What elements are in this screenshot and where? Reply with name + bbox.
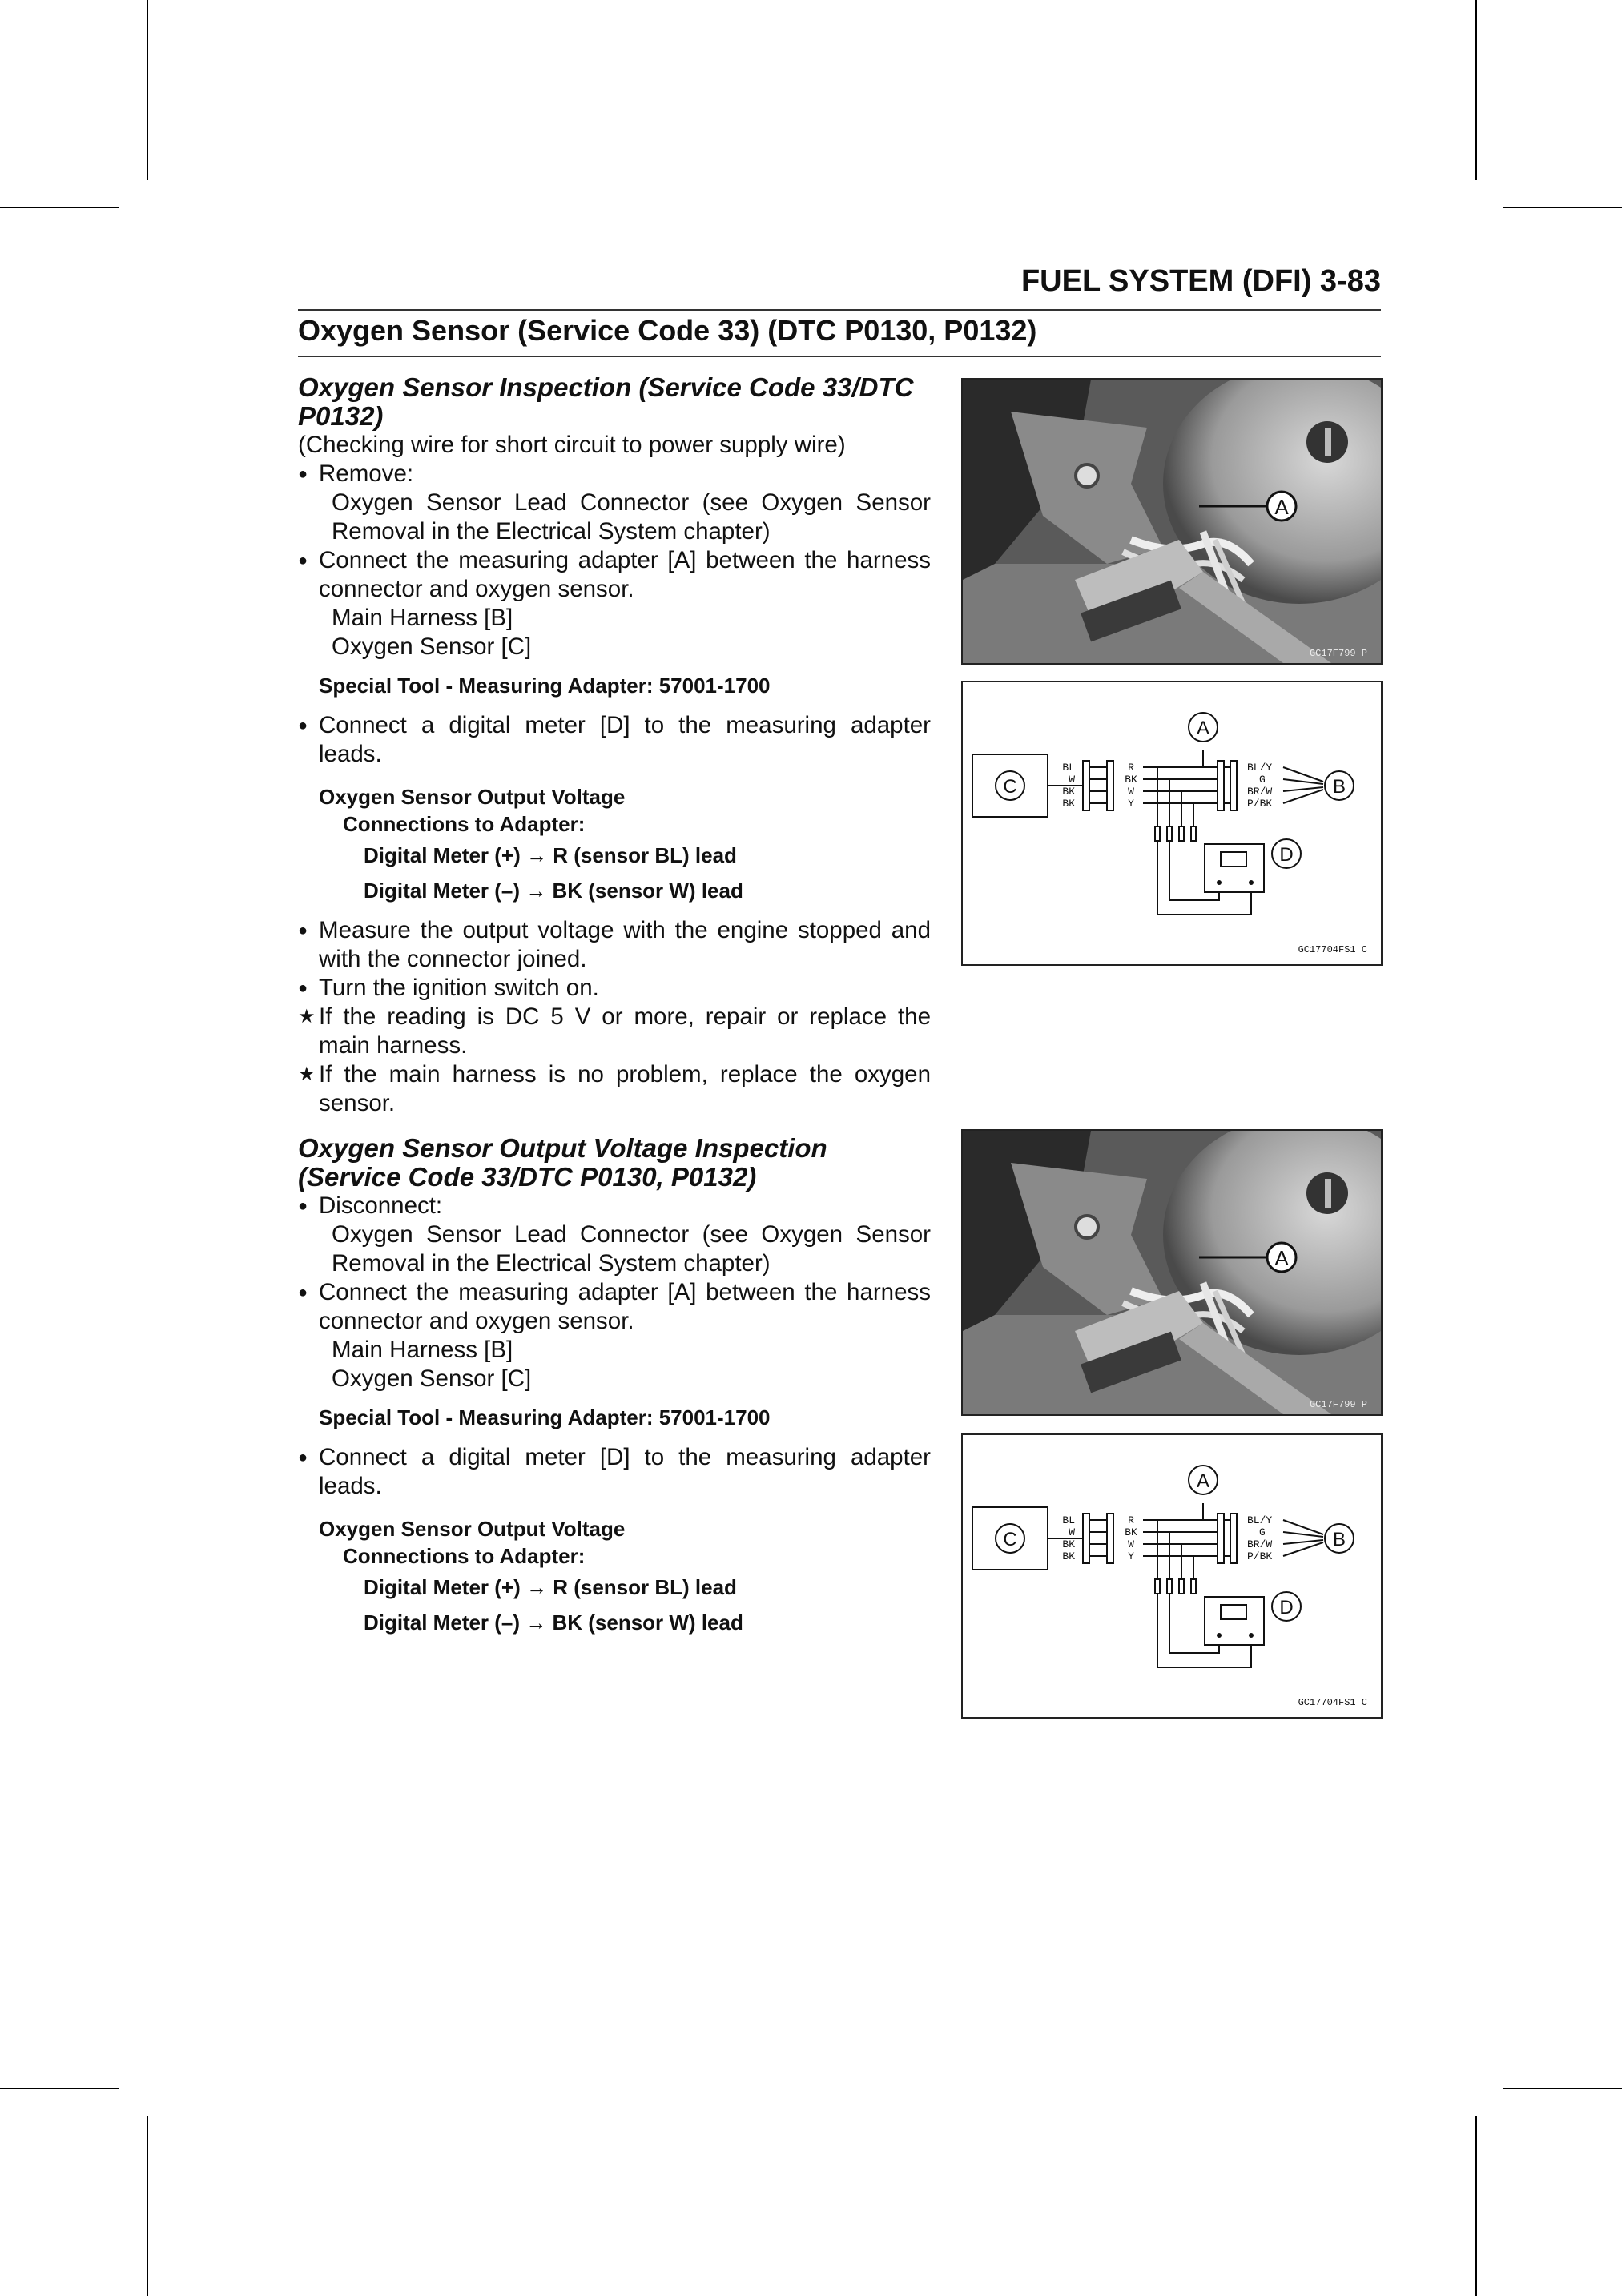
crop-mark	[0, 2088, 119, 2089]
main-harness-label: Main Harness [B]	[332, 605, 513, 631]
sensor-wire-label: BK	[1062, 1538, 1075, 1550]
section-rule	[298, 356, 1381, 357]
callout-b: B	[1332, 1529, 1346, 1550]
harness-wire-label: P/BK	[1247, 1550, 1273, 1562]
oxygen-sensor-label: Oxygen Sensor [C]	[332, 1365, 532, 1392]
sensor-wire-label: BL	[1062, 762, 1075, 774]
adapter-wire-label: R	[1128, 762, 1134, 774]
spec-meter-minus: Digital Meter (–) → BK (sensor W) lead	[364, 1610, 743, 1635]
harness-wire-label: G	[1259, 774, 1266, 786]
harness-wire-label: P/BK	[1247, 798, 1273, 810]
spec-title: Oxygen Sensor Output Voltage	[319, 785, 626, 809]
if-reading-note: ★ If the reading is DC 5 V or more, repair or replace the main harness.	[298, 1003, 931, 1060]
sensor-wire-label: BK	[1062, 1550, 1075, 1562]
ignition-step: ● Turn the ignition switch on.	[298, 974, 931, 1003]
engine-photo	[961, 1129, 1383, 1416]
photo-callout-a: A	[1274, 495, 1289, 519]
sensor-wire-label: BK	[1062, 798, 1075, 810]
chapter-header: FUEL SYSTEM (DFI) 3-83	[1020, 264, 1381, 298]
inspection-2-heading: Oxygen Sensor Output Voltage Inspection (Service Code 33/DTC P0130, P0132)	[298, 1133, 827, 1192]
wiring-diagram	[961, 681, 1383, 966]
inspection-1-note: (Checking wire for short circuit to power supply wire)	[298, 432, 846, 458]
spec-connections: Connections to Adapter:	[343, 812, 586, 836]
wiring-diagram	[961, 1433, 1383, 1719]
harness-wire-label: BR/W	[1247, 786, 1273, 798]
crop-mark	[1503, 207, 1622, 208]
adapter-wire-label: R	[1128, 1514, 1134, 1526]
crop-mark	[1503, 2088, 1622, 2089]
callout-b: B	[1332, 776, 1346, 798]
connect-adapter-step: ● Connect the measuring adapter [A] between the harness connector and oxygen sensor.	[298, 1278, 931, 1336]
callout-a: A	[1196, 1470, 1210, 1492]
photo-code: GC17F799 P	[1309, 1399, 1367, 1410]
spec-title: Oxygen Sensor Output Voltage	[319, 1517, 626, 1541]
harness-wire-label: BL/Y	[1247, 1514, 1273, 1526]
callout-c: C	[1003, 776, 1017, 798]
adapter-wire-label: BK	[1125, 774, 1137, 786]
diagram-code: GC17704FS1 C	[1298, 944, 1367, 955]
spec-meter-plus: Digital Meter (+) → R (sensor BL) lead	[364, 843, 737, 867]
inspection-2	[298, 1134, 931, 1640]
adapter-wire-label: W	[1128, 786, 1134, 798]
adapter-wire-label: W	[1128, 1538, 1134, 1550]
callout-a: A	[1196, 718, 1210, 739]
section-title: Oxygen Sensor (Service Code 33) (DTC P0130, P0132)	[298, 314, 1037, 347]
if-ok-note: ★ If the main harness is no problem, replace the oxygen sensor.	[298, 1060, 931, 1118]
spec-meter-plus: Digital Meter (+) → R (sensor BL) lead	[364, 1575, 737, 1599]
header-rule	[298, 309, 1381, 311]
measure-step: ● Measure the output voltage with the engine stopped and with the connector joined.	[298, 916, 931, 974]
sensor-wire-label: W	[1069, 1526, 1075, 1538]
connect-adapter-step: ● Connect the measuring adapter [A] between the harness connector and oxygen sensor.	[298, 546, 931, 604]
harness-wire-label: G	[1259, 1526, 1266, 1538]
callout-d: D	[1279, 1597, 1294, 1618]
special-tool: Special Tool - Measuring Adapter: 57001-1700	[319, 1405, 771, 1429]
connect-meter-step: ● Connect a digital meter [D] to the measuring adapter leads.	[298, 1443, 931, 1501]
callout-d: D	[1279, 844, 1294, 866]
crop-mark	[147, 0, 148, 180]
harness-wire-label: BR/W	[1247, 1538, 1273, 1550]
sensor-wire-label: BK	[1062, 786, 1075, 798]
remove-step: ● Remove:	[298, 460, 931, 489]
photo-callout-a: A	[1274, 1246, 1289, 1270]
photo-code: GC17F799 P	[1309, 648, 1367, 659]
harness-wire-label: BL/Y	[1247, 762, 1273, 774]
spec-meter-minus: Digital Meter (–) → BK (sensor W) lead	[364, 879, 743, 903]
special-tool: Special Tool - Measuring Adapter: 57001-1700	[319, 674, 771, 698]
crop-mark	[1475, 0, 1477, 180]
inspection-1	[298, 373, 931, 1118]
sensor-wire-label: BL	[1062, 1514, 1075, 1526]
crop-mark	[147, 2116, 148, 2296]
diagram-code: GC17704FS1 C	[1298, 1697, 1367, 1708]
crop-mark	[0, 207, 119, 208]
oxygen-sensor-label: Oxygen Sensor [C]	[332, 633, 532, 660]
engine-photo	[961, 378, 1383, 665]
sensor-wire-label: W	[1069, 774, 1075, 786]
disconnect-item: Oxygen Sensor Lead Connector (see Oxygen Sensor Removal in the Electrical System chapter)	[332, 1221, 931, 1277]
connect-meter-step: ● Connect a digital meter [D] to the measuring adapter leads.	[298, 711, 931, 769]
crop-mark	[1475, 2116, 1477, 2296]
disconnect-step: ● Disconnect:	[298, 1192, 931, 1220]
adapter-wire-label: Y	[1128, 1550, 1134, 1562]
adapter-wire-label: BK	[1125, 1526, 1137, 1538]
remove-item: Oxygen Sensor Lead Connector (see Oxygen Sensor Removal in the Electrical System chapter)	[332, 489, 931, 545]
inspection-1-heading: Oxygen Sensor Inspection (Service Code 33/DTC P0132)	[298, 372, 914, 431]
adapter-wire-label: Y	[1128, 798, 1134, 810]
callout-c: C	[1003, 1529, 1017, 1550]
spec-connections: Connections to Adapter:	[343, 1544, 586, 1568]
main-harness-label: Main Harness [B]	[332, 1337, 513, 1363]
